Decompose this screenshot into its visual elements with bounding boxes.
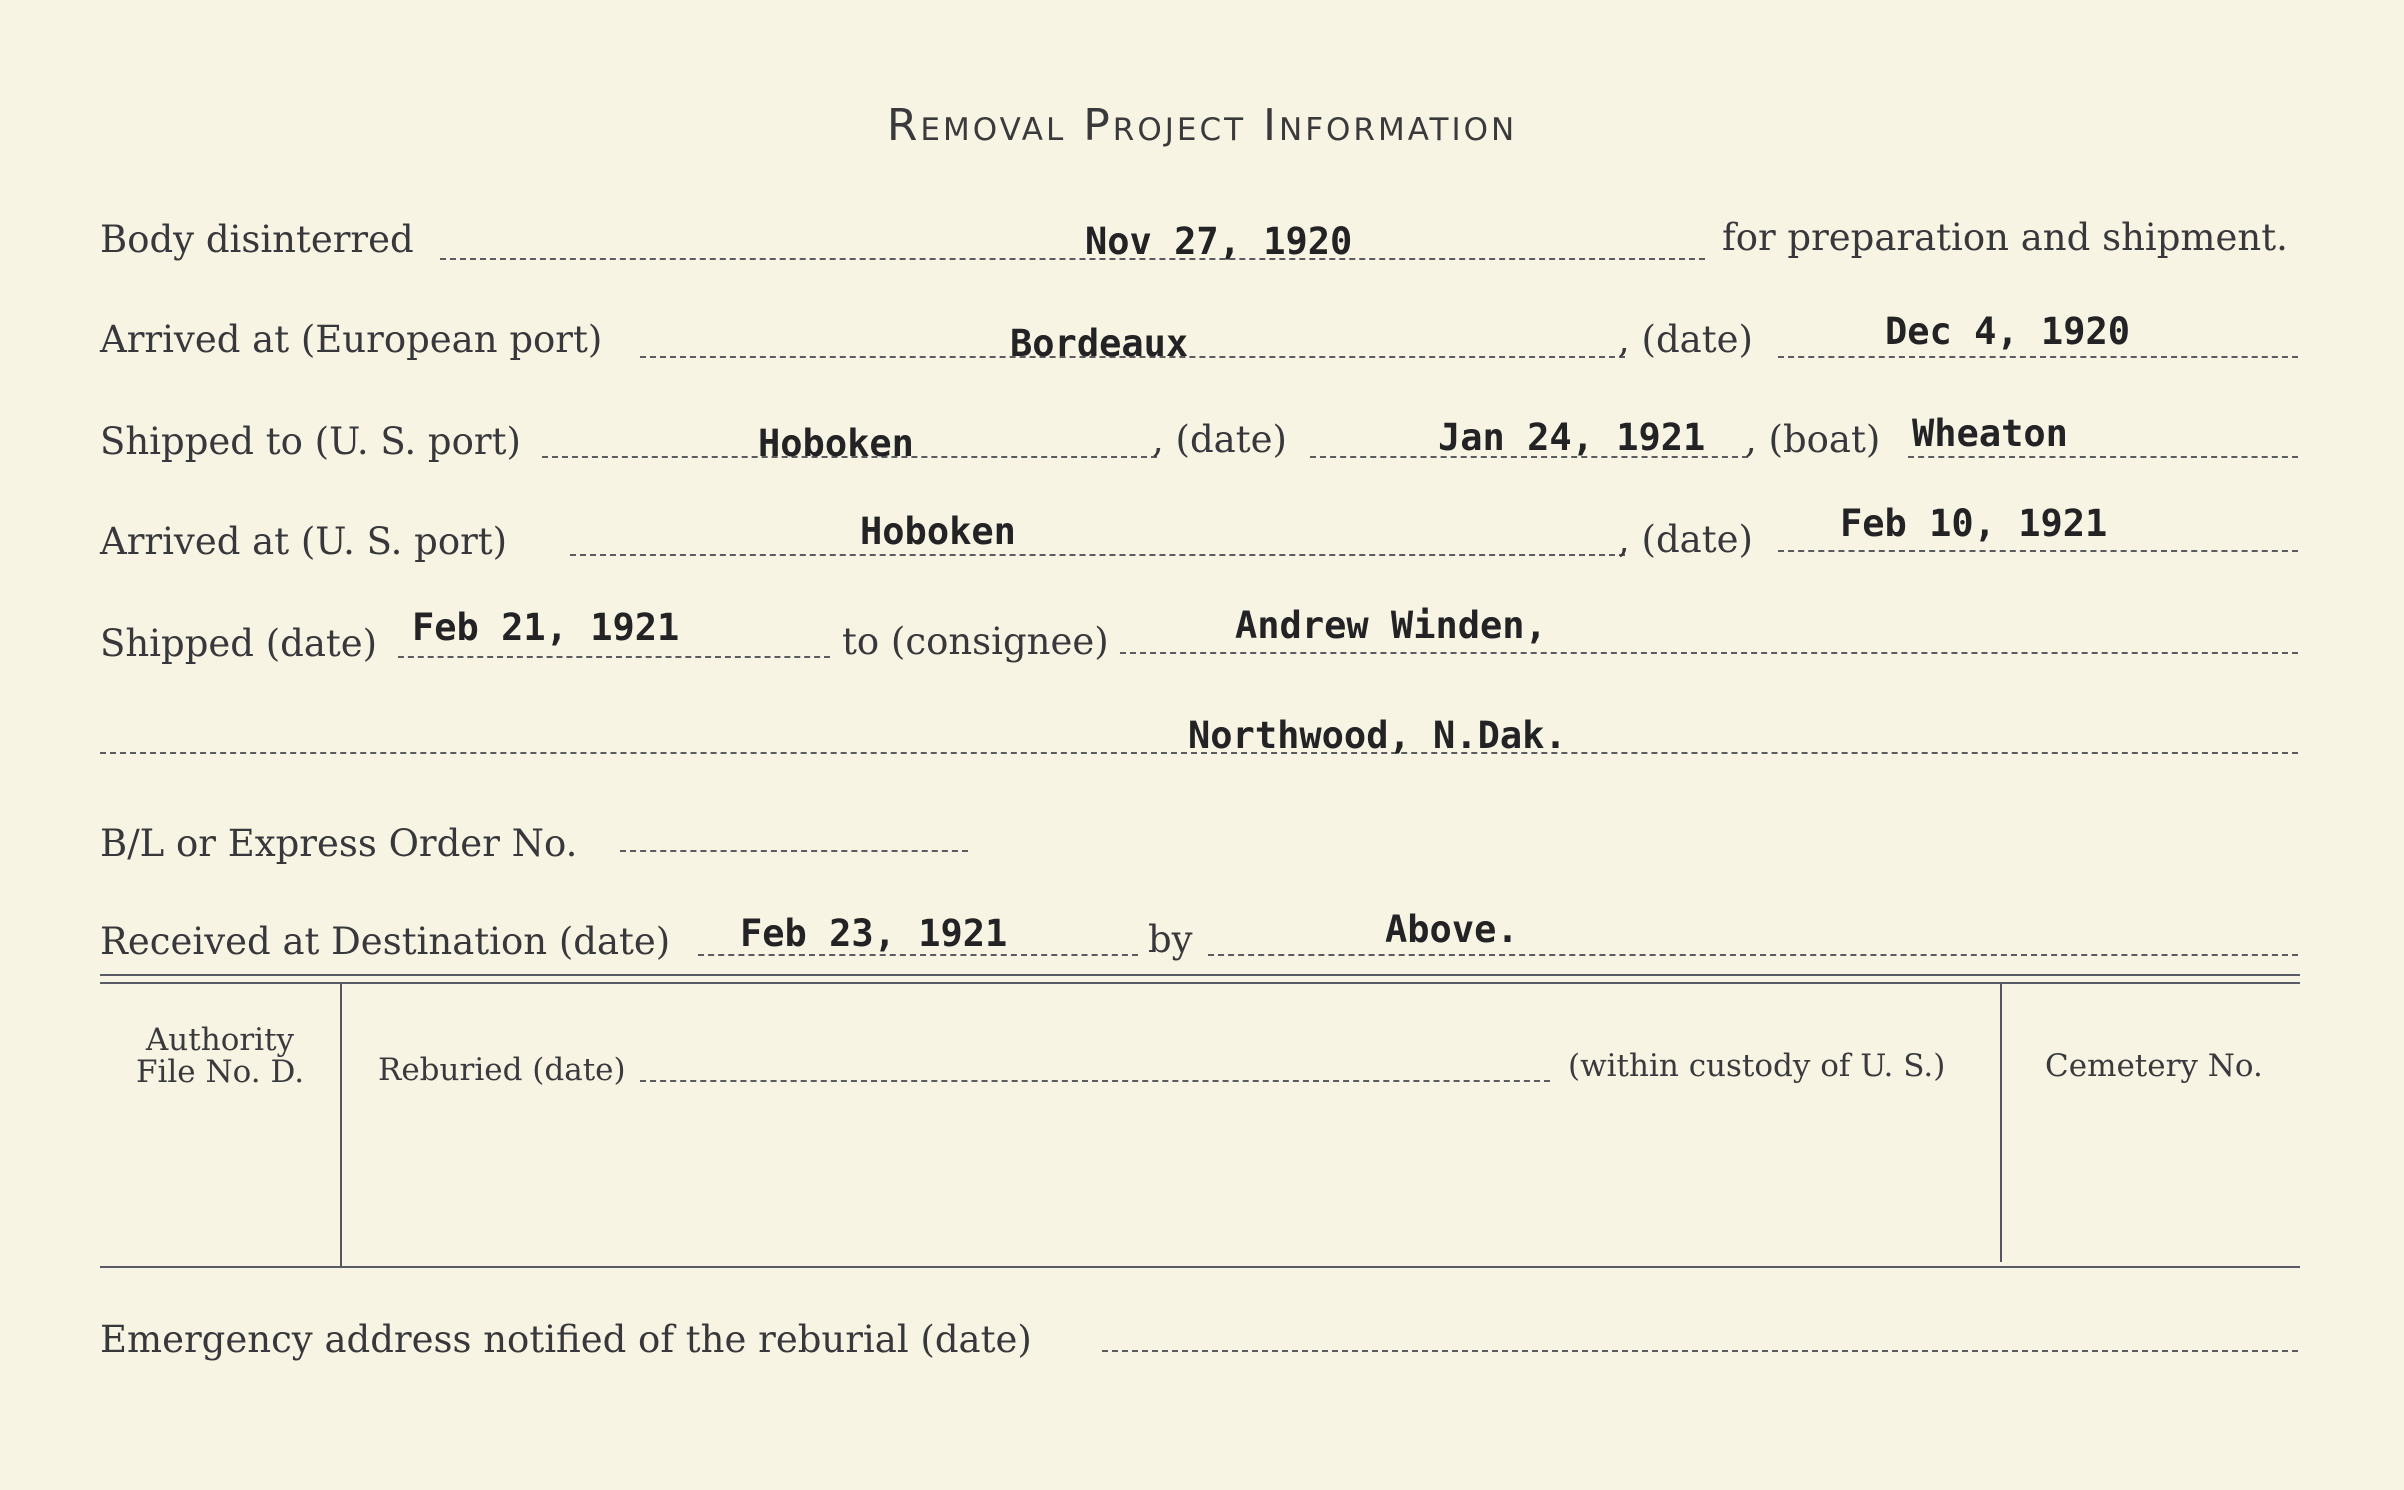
table-divider-left <box>340 984 342 1266</box>
arrived-european-port-value: Bordeaux <box>1010 322 1189 365</box>
body-disinterred-suffix: for preparation and shipment. <box>1722 216 2288 259</box>
custody-label: (within custody of U. S.) <box>1568 1048 1946 1084</box>
arrived-us-date-line <box>1778 550 2298 552</box>
arrived-us-port-line <box>570 554 1625 556</box>
shipped-date-label: Shipped (date) <box>100 622 378 665</box>
arrived-european-date-label: , (date) <box>1618 318 1753 361</box>
arrived-us-date-label: , (date) <box>1618 518 1753 561</box>
bl-order-line <box>620 850 968 852</box>
consignee-address: Northwood, N.Dak. <box>1188 714 1567 757</box>
arrived-us-port-label: Arrived at (U. S. port) <box>100 520 508 563</box>
received-by-line <box>1208 954 2298 956</box>
received-date-label: Received at Destination (date) <box>100 920 671 963</box>
shipped-us-port-value: Hoboken <box>758 422 914 465</box>
received-by-value: Above. <box>1385 908 1519 951</box>
table-bottom-rule <box>100 1266 2300 1268</box>
consignee-name: Andrew Winden, <box>1235 604 1547 647</box>
arrived-european-date-line <box>1778 356 2298 358</box>
shipped-us-date-label: , (date) <box>1152 418 1287 461</box>
cemetery-label: Cemetery No. <box>2045 1048 2263 1084</box>
table-top-rule <box>100 974 2300 976</box>
shipped-us-date-value: Jan 24, 1921 <box>1438 416 1706 459</box>
shipped-date-value: Feb 21, 1921 <box>412 606 680 649</box>
authority-label-line2: File No. D. <box>135 1054 305 1090</box>
arrived-us-date-value: Feb 10, 1921 <box>1840 502 2108 545</box>
arrived-european-date-value: Dec 4, 1920 <box>1885 310 2131 353</box>
shipped-date-line <box>398 656 830 658</box>
reburied-line <box>640 1080 1550 1082</box>
shipped-us-port-label: Shipped to (U. S. port) <box>100 420 521 463</box>
table-divider-right <box>2000 984 2002 1262</box>
page-title: Removal Project Information <box>886 100 1518 151</box>
consignee-line <box>1120 652 2298 654</box>
shipped-us-boat-label: , (boat) <box>1745 418 1881 461</box>
arrived-european-port-label: Arrived at (European port) <box>100 318 603 361</box>
table-top-rule-2 <box>100 982 2300 984</box>
bl-order-label: B/L or Express Order No. <box>100 822 578 865</box>
emergency-line <box>1102 1350 2298 1352</box>
authority-label-line1: Authority <box>145 1022 295 1058</box>
body-disinterred-label: Body disinterred <box>100 218 414 261</box>
arrived-us-port-value: Hoboken <box>860 510 1016 553</box>
shipped-us-boat-line <box>1908 456 2298 458</box>
body-disinterred-value: Nov 27, 1920 <box>1085 220 1353 263</box>
received-by-label: by <box>1148 918 1193 961</box>
shipped-us-boat-value: Wheaton <box>1912 412 2068 455</box>
emergency-label: Emergency address notified of the reburial (date) <box>100 1318 1032 1361</box>
body-disinterred-line <box>440 258 1705 260</box>
consignee-label: to (consignee) <box>842 620 1109 663</box>
received-date-value: Feb 23, 1921 <box>740 912 1008 955</box>
reburied-label: Reburied (date) <box>378 1052 626 1088</box>
